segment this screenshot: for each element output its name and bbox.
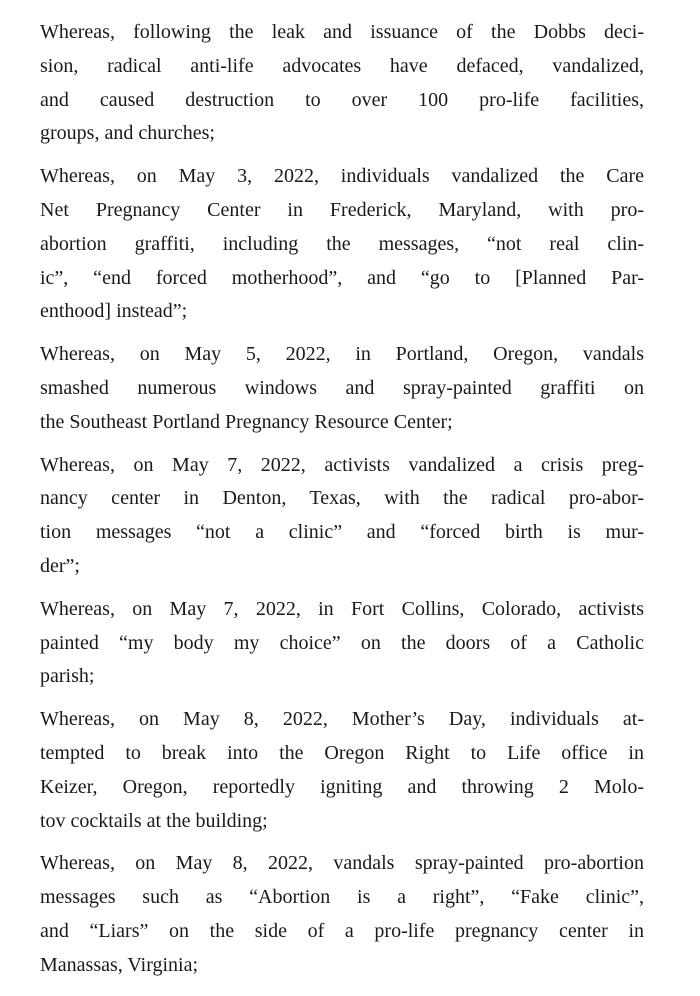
whereas-clause xyxy=(40,847,644,982)
clause-line: Whereas, on May 8, 2022, Mother’s Day, individuals at- xyxy=(40,708,644,731)
clause-line: and “Liars” on the side of a pro-life pregnancy center in xyxy=(40,919,644,942)
clause-line: Whereas, on May 7, 2022, in Fort Collins, Colorado, activists xyxy=(40,597,644,620)
whereas-clause xyxy=(40,338,644,439)
clause-line: ic”, “end forced motherhood”, and “go to [Planned Par- xyxy=(40,266,644,289)
clause-line: Whereas, on May 7, 2022, activists vandalized a crisis preg- xyxy=(40,453,644,476)
clause-line: sion, radical anti-life advocates have defaced, vandalized, xyxy=(40,54,644,77)
clause-line: tov cocktails at the building; xyxy=(40,809,268,832)
clause-line: Manassas, Virginia; xyxy=(40,953,199,976)
clause-line: Whereas, on May 8, 2022, vandals spray-painted pro-abortion xyxy=(40,852,644,875)
whereas-clause xyxy=(40,160,644,329)
clause-line: and caused destruction to over 100 pro-life facilities, xyxy=(40,88,644,111)
clause-line: painted “my body my choice” on the doors of a Catholic xyxy=(40,631,644,654)
clause-line: smashed numerous windows and spray-painted graffiti on xyxy=(40,376,644,399)
clause-line: parish; xyxy=(40,665,95,688)
clause-line: nancy center in Denton, Texas, with the radical pro-abor- xyxy=(40,487,644,510)
clause-line: Whereas, on May 3, 2022, individuals vandalized the Care xyxy=(40,165,644,188)
clause-line: tempted to break into the Oregon Right to Life office in xyxy=(40,741,644,764)
clause-line: Whereas, following the leak and issuance of the Dobbs deci- xyxy=(40,21,644,43)
whereas-clause xyxy=(40,703,644,838)
clause-line: the Southeast Portland Pregnancy Resource Center; xyxy=(40,410,453,433)
clause-line: Net Pregnancy Center in Frederick, Maryland, with pro- xyxy=(40,198,644,221)
clause-line: Whereas, on May 5, 2022, in Portland, Oregon, vandals xyxy=(40,343,644,366)
whereas-clause xyxy=(40,593,644,694)
clause-line: abortion graffiti, including the messages, “not real clin- xyxy=(40,232,644,255)
clause-line: tion messages “not a clinic” and “forced birth is mur- xyxy=(40,521,644,544)
clause-line: der”; xyxy=(40,554,80,577)
clause-line: enthood] instead”; xyxy=(40,300,188,323)
clause-line: groups, and churches; xyxy=(40,122,215,145)
clause-line: Keizer, Oregon, reportedly igniting and throwing 2 Molo- xyxy=(40,775,644,798)
clause-line: messages such as “Abortion is a right”, “Fake clinic”, xyxy=(40,886,644,909)
whereas-clause xyxy=(40,449,644,584)
whereas-clause xyxy=(40,16,644,151)
